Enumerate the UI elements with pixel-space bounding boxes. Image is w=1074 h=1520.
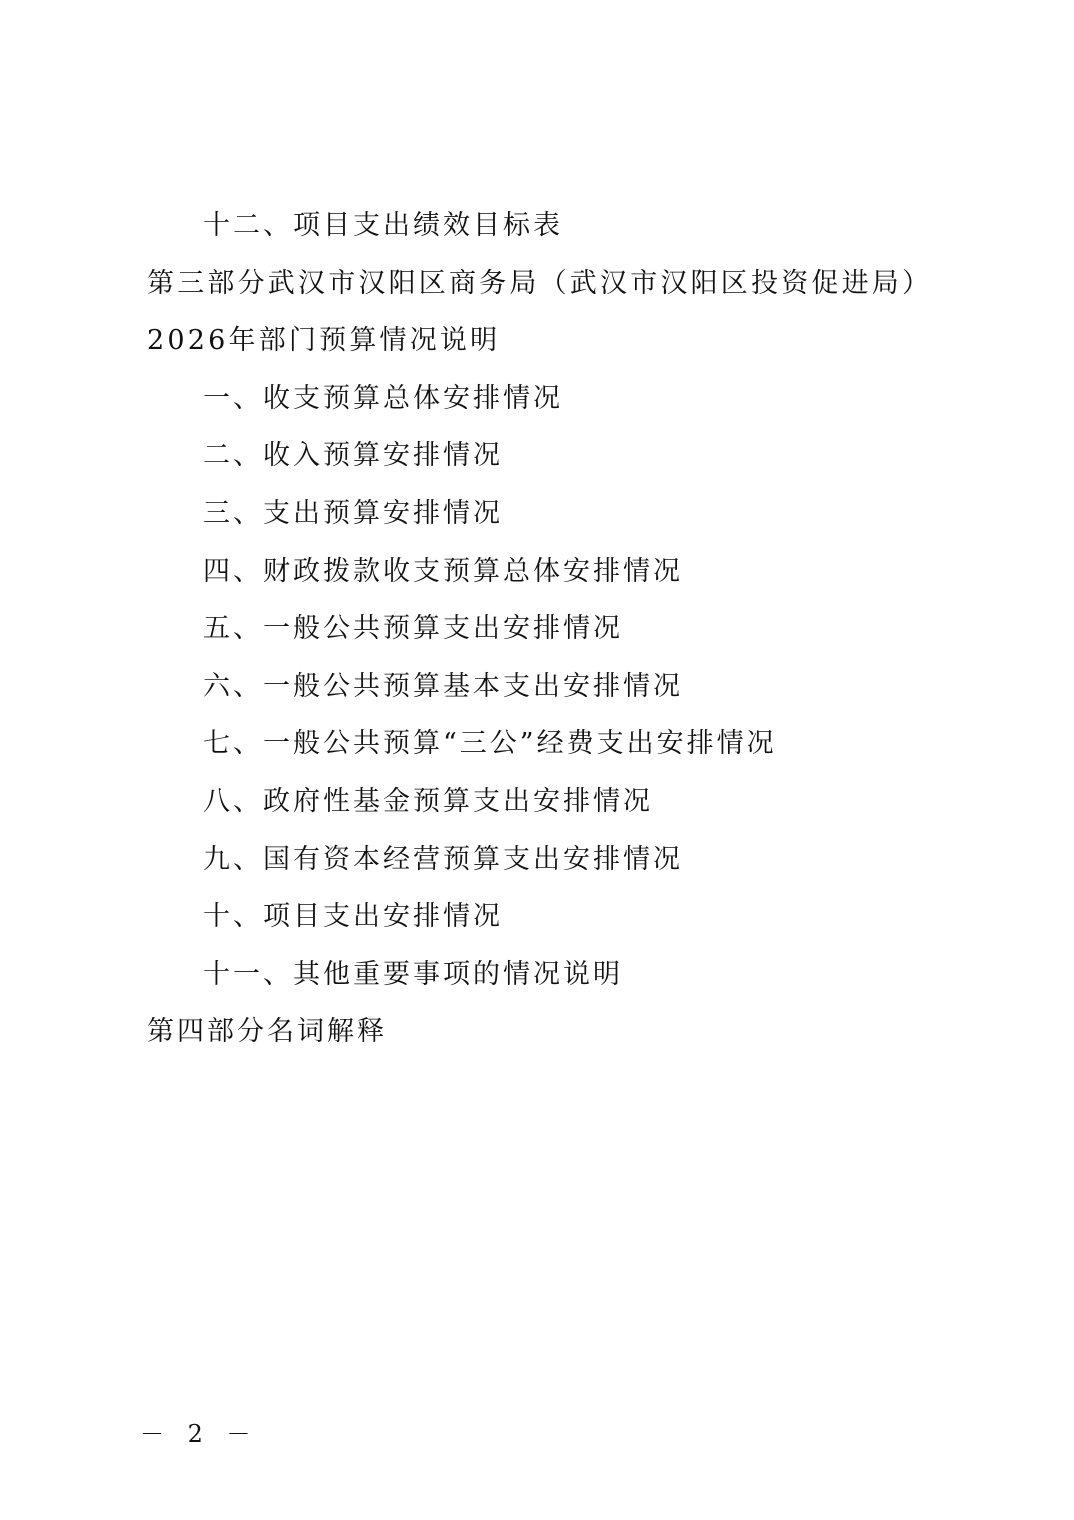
toc-section-3: 三、支出预算安排情况 xyxy=(203,497,503,529)
toc-section-2: 二、收入预算安排情况 xyxy=(203,440,503,472)
table-of-contents xyxy=(147,197,947,1061)
toc-section-1: 一、收支预算总体安排情况 xyxy=(203,382,563,414)
toc-section-4: 四、财政拨款收支预算总体安排情况 xyxy=(203,555,683,587)
toc-section-8: 八、政府性基金预算支出安排情况 xyxy=(203,785,653,817)
toc-section-10: 十、项目支出安排情况 xyxy=(203,901,503,933)
toc-section-9: 九、国有资本经营预算支出安排情况 xyxy=(203,843,683,875)
toc-part3-heading: 第三部分武汉市汉阳区商务局（武汉市汉阳区投资促进局）2026年部门预算情况说明 xyxy=(147,267,933,357)
toc-section-5: 五、一般公共预算支出安排情况 xyxy=(203,613,623,645)
toc-item-performance-table: 十二、项目支出绩效目标表 xyxy=(203,210,563,241)
toc-section-6: 六、一般公共预算基本支出安排情况 xyxy=(203,670,683,702)
toc-part4-heading: 第四部分名词解释 xyxy=(147,1016,387,1048)
toc-section-11: 十一、其他重要事项的情况说明 xyxy=(203,958,623,990)
page-number: － 2 － xyxy=(140,1420,259,1448)
toc-section-7: 七、一般公共预算“三公”经费支出安排情况 xyxy=(203,728,777,760)
